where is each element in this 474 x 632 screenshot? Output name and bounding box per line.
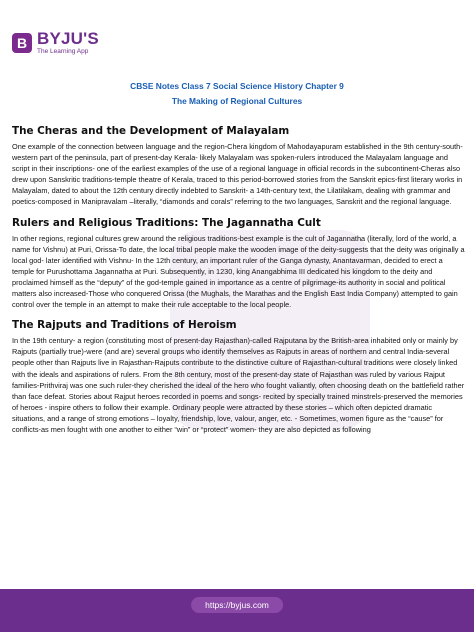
document-body [12, 124, 466, 435]
document-title: CBSE Notes Class 7 Social Science History Chapter 9 [130, 81, 344, 91]
logo-text [37, 30, 99, 56]
footer-bar [0, 589, 474, 632]
byjus-logo [12, 28, 99, 58]
section-paragraph: One example of the connection between language and the region-Chera kingdom of Mahodayapuram established in the 9th century-south-western part of the peninsula, part of present-day Kerala- likely Malayalam was spoken-rulers introduced the Malayalam language and script in their inscriptions- one of the earliest examples of the use of a regional language in official records in the subcontinent-Cheras also drew upon Sanskritic traditions-temple theatre of Kerala, traced to this period-borrowed stories from the Sanskrit epics-first literary works in Malayalam, dated to about the 12th century directly indebted to Sanskrit- a 14th-century text, the Lilatilakam, dealing with grammar and poetics-composed in Manipravalam –literally, “diamonds and corals” referring to the two languages, Sanskrit and the regional language. [12, 142, 463, 207]
section-jagannatha [12, 216, 466, 311]
website-link[interactable]: https://byjus.com [191, 597, 283, 613]
document-header [0, 79, 474, 109]
section-cheras [12, 124, 466, 208]
logo-name: BYJU'S [37, 29, 99, 49]
section-paragraph: In the 19th century- a region (constituting most of present-day Rajasthan)-called Rajputana by the British-area inhabited only or mainly by Rajputs (partially true)-were (and are) several groups who identify themselves as Rajputs in areas of northern and central India-several people other than Rajputs live in Rajasthan-Rajputs contribute to the distinctive culture of Rajasthan-cultural traditions were closely linked with the ideals and aspirations of rulers. From the 8th century, most of the present-day state of Rajasthan was ruled by various Rajput families-Prithviraj was one such ruler-they cherished the ideal of the hero who fought valiantly, often choosing death on the battlefield rather than face defeat. Stories about Rajput heroes recorded in poems and songs- recited by specially trained minstrels-preserved the memories of heroes - inspire others to follow their example. Ordinary people were attracted by these stories – which often depicted dramatic situations, and a range of strong emotions – loyalty, friendship, love, valour, anger, etc. - Sometimes, women figure as the “cause” for conflicts-as men fought with one another to either “win” or “protect” women- they are also depicted as following [12, 336, 465, 434]
document-subtitle: The Making of Regional Cultures [171, 96, 303, 106]
section-heading: Rulers and Religious Traditions: The Jagannatha Cult [12, 216, 321, 229]
logo-tagline: The Learning App [37, 48, 89, 56]
section-heading: The Cheras and the Development of Malayalam [12, 125, 290, 137]
section-heading: The Rajputs and Traditions of Heroism [12, 319, 237, 332]
section-paragraph: In other regions, regional cultures grew around the religious traditions-best example is the cult of Jagannatha (literally, lord of the world, a name for Vishnu) at Puri, Orissa-To date, the local tribal people make the wooden image of the deity-suggests that the deity was originally a local god- later identified with Vishnu- In the 12th century, an important ruler of the Ganga dynasty, Anantavarman, decided to erect a temple for Purushottama Jagannatha at Puri. Subsequently, in 1230, king Anangabhima III dedicated his kingdom to the deity and proclaimed himself as the “deputy” of the god-temple gained in importance as a centre of pilgrimage-its authority in social and political matters also increased-Those who conquered Orissa (the Mughals, the Marathas and the English East India Company) attempted to gain control over the temple in an attempt to make their rule acceptable to the local people. [12, 233, 465, 310]
logo-mark-icon: B [12, 33, 32, 53]
section-rajputs [12, 318, 466, 435]
